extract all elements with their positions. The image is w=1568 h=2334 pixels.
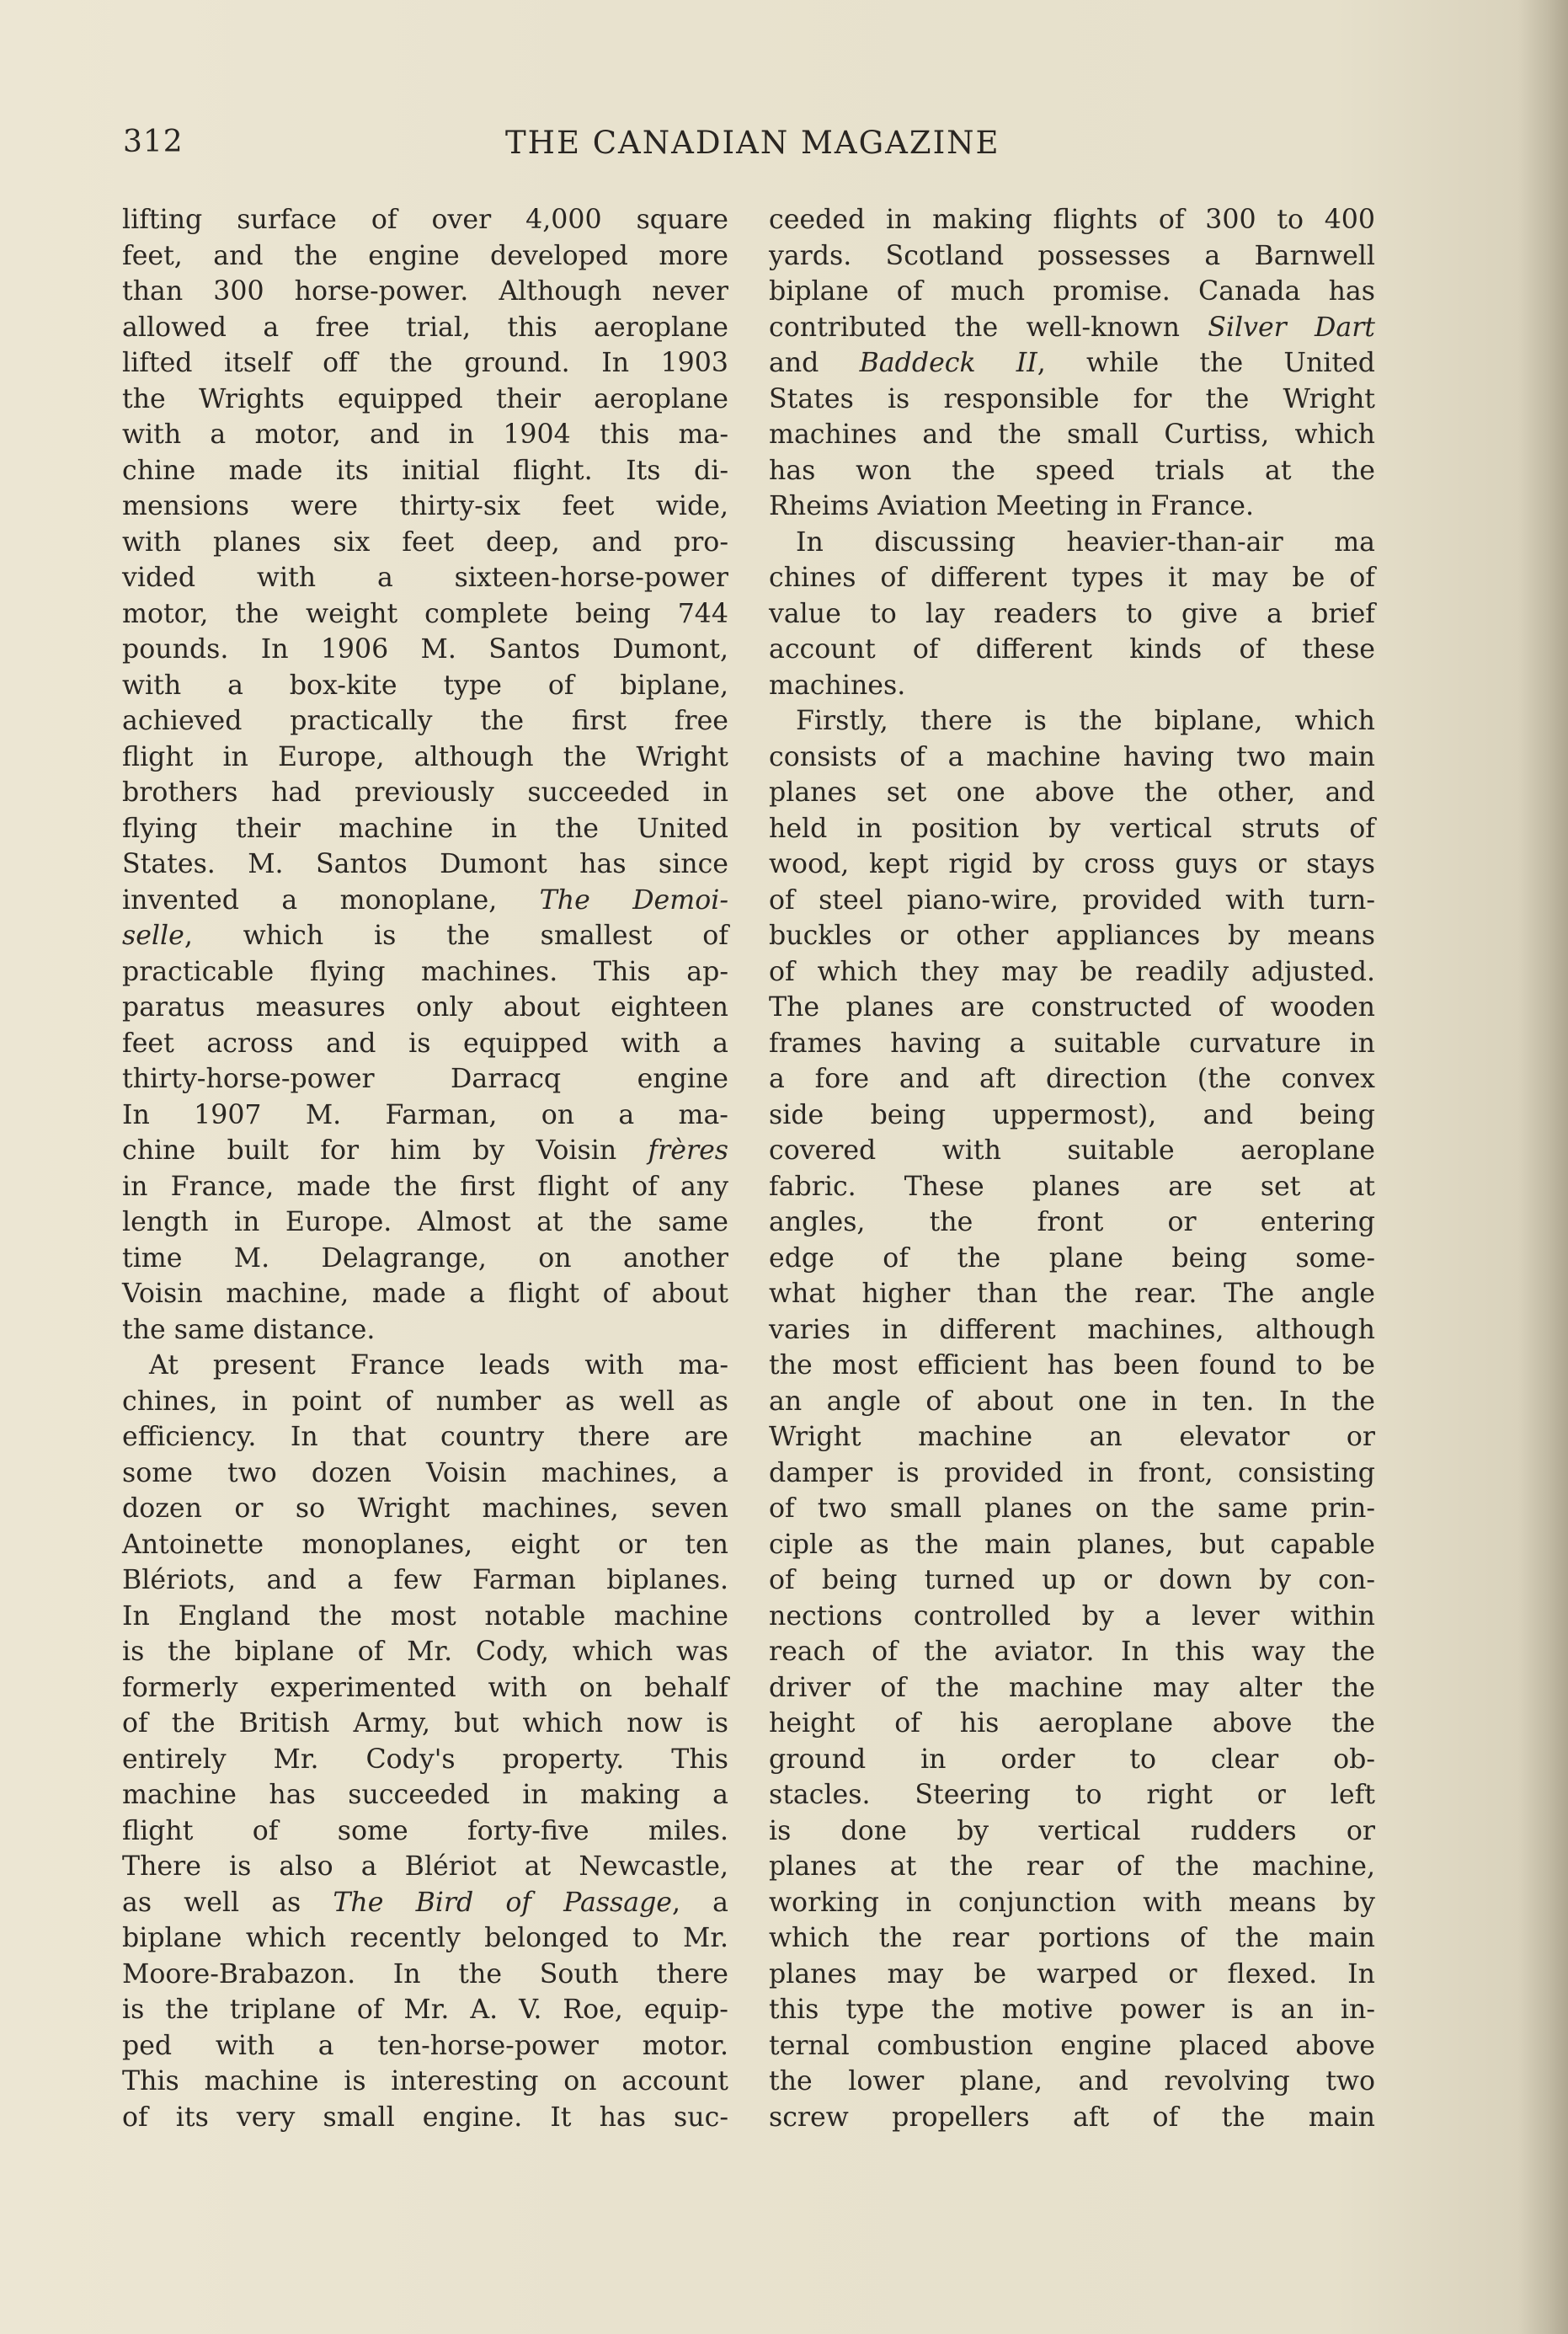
- text-run: lifted itself off the ground. In 1903: [122, 348, 728, 378]
- page-number: 312: [123, 125, 184, 159]
- text-line: [122, 238, 728, 275]
- text-run: with a box-kite type of biplane,: [122, 670, 728, 701]
- text-line: [769, 1169, 1375, 1205]
- text-line: [122, 525, 728, 561]
- text-line: [769, 632, 1375, 668]
- text-line: [769, 1957, 1375, 1993]
- text-run: machine has succeeded in making a: [122, 1780, 728, 1810]
- text-line: [769, 1527, 1375, 1563]
- text-run: lifting surface of over 4,000 square: [122, 205, 728, 235]
- text-line: [769, 2064, 1375, 2100]
- text-run: ciple as the main planes, but capable: [769, 1529, 1375, 1560]
- text-line: [769, 1276, 1375, 1312]
- text-run: nections controlled by a lever within: [769, 1600, 1375, 1632]
- text-run: biplane of much promise. Canada has: [769, 276, 1375, 307]
- text-line: [122, 632, 728, 668]
- text-run: the same distance.: [122, 1314, 376, 1345]
- text-run: which the rear portions of the main: [769, 1923, 1375, 1953]
- text-run: thirty-horse-power Darracq engine: [122, 1064, 728, 1094]
- text-run: flight of some forty-five miles.: [122, 1815, 728, 1846]
- text-run: , while the United: [1037, 348, 1376, 378]
- text-line: [122, 1527, 728, 1563]
- text-line: [122, 1920, 728, 1957]
- text-run: frames having a suitable curvature in: [769, 1028, 1375, 1059]
- text-run: of steel piano-wire, provided with turn-: [769, 884, 1375, 916]
- text-line: [122, 1276, 728, 1312]
- text-run: edge of the plane being some-: [769, 1242, 1375, 1274]
- text-run: machines.: [769, 670, 906, 701]
- text-line: [122, 1634, 728, 1670]
- text-run: dozen or so Wright machines, seven: [122, 1493, 728, 1524]
- text-run: feet across and is equipped with a: [122, 1028, 728, 1059]
- text-line: [122, 1026, 728, 1062]
- text-line: [769, 1491, 1375, 1527]
- text-run: , which is the smallest of: [184, 921, 728, 951]
- text-run: There is also a Blériot at Newcastle,: [122, 1851, 728, 1882]
- text-run: held in position by vertical struts of: [769, 813, 1375, 844]
- text-run: allowed a free trial, this aeroplane: [122, 312, 728, 343]
- italic-title: The Demoi-: [539, 884, 728, 916]
- text-line: [769, 1098, 1375, 1134]
- text-run: pounds. In 1906 M. Santos Dumont,: [122, 634, 728, 665]
- text-line: [122, 703, 728, 740]
- text-run: has won the speed trials at the: [769, 455, 1375, 486]
- text-line: [769, 990, 1375, 1026]
- text-run: chine built for him by Voisin: [122, 1135, 648, 1166]
- text-line: [769, 417, 1375, 453]
- text-line: [122, 1241, 728, 1277]
- text-line: [769, 1992, 1375, 2028]
- text-line: [122, 310, 728, 346]
- text-run: length in Europe. Almost at the same: [122, 1207, 728, 1237]
- italic-title: The Bird of Passage: [333, 1887, 673, 1918]
- text-run: ternal combustion engine placed above: [769, 2030, 1375, 2061]
- text-run: of two small planes on the same prin-: [769, 1493, 1375, 1524]
- text-line: [122, 740, 728, 776]
- text-run: practicable flying machines. This ap-: [122, 956, 728, 987]
- text-run: what higher than the rear. The angle: [769, 1279, 1375, 1309]
- text-run: of which they may be readily adjusted.: [769, 956, 1375, 987]
- text-run: formerly experimented with on behalf: [122, 1672, 728, 1703]
- text-line: [122, 1992, 728, 2028]
- text-line: [769, 1061, 1375, 1098]
- text-line: [122, 1849, 728, 1885]
- text-run: time M. Delagrange, on another: [122, 1242, 728, 1274]
- text-line: [769, 918, 1375, 954]
- text-line: [769, 668, 1375, 704]
- text-line: [122, 1133, 728, 1169]
- text-line: [122, 668, 728, 704]
- text-line: [769, 1026, 1375, 1062]
- text-run: a fore and aft direction (the convex: [769, 1064, 1375, 1094]
- italic-title: frères: [648, 1135, 728, 1166]
- text-run: Blériots, and a few Farman biplanes.: [122, 1565, 728, 1595]
- text-run: invented a monoplane,: [122, 884, 540, 916]
- text-run: account of different kinds of these: [769, 634, 1375, 665]
- text-line: [769, 2100, 1375, 2136]
- text-run: States is responsible for the Wright: [769, 383, 1375, 414]
- text-line: [769, 238, 1375, 275]
- text-run: Firstly, there is the biplane, which: [796, 706, 1375, 736]
- text-run: feet, and the engine developed more: [122, 240, 728, 271]
- text-line: [769, 775, 1375, 811]
- text-line: [769, 1885, 1375, 1921]
- text-run: with a motor, and in 1904 this ma-: [122, 419, 728, 450]
- text-line: [769, 1562, 1375, 1599]
- text-line: [122, 1562, 728, 1599]
- text-run: achieved practically the first free: [122, 706, 728, 736]
- text-run: efficiency. In that country there are: [122, 1422, 728, 1452]
- text-run: in France, made the first flight of any: [122, 1171, 728, 1202]
- text-run: stacles. Steering to right or left: [769, 1780, 1375, 1810]
- text-run: consists of a machine having two main: [769, 741, 1375, 772]
- left-column: [122, 202, 728, 2135]
- text-line: [122, 1742, 728, 1778]
- text-run: mensions were thirty-six feet wide,: [122, 491, 728, 521]
- text-line: [122, 1061, 728, 1098]
- text-run: ceeded in making flights of 300 to 400: [769, 205, 1375, 235]
- text-line: [122, 1706, 728, 1742]
- text-run: In discussing heavier-than-air ma: [796, 526, 1375, 558]
- text-line: [122, 775, 728, 811]
- text-run: side being uppermost), and being: [769, 1099, 1375, 1130]
- text-line: [769, 345, 1375, 382]
- text-line: [769, 1777, 1375, 1813]
- text-run: the lower plane, and revolving two: [769, 2066, 1375, 2096]
- text-line: [769, 740, 1375, 776]
- text-line: [769, 310, 1375, 346]
- text-line: [122, 1312, 728, 1349]
- page-header: [123, 125, 1386, 167]
- text-run: States. M. Santos Dumont has since: [122, 849, 728, 879]
- text-line: [769, 1849, 1375, 1885]
- text-run: Antoinette monoplanes, eight or ten: [122, 1529, 728, 1560]
- text-run: planes set one above the other, and: [769, 777, 1375, 808]
- text-line: [122, 1169, 728, 1205]
- italic-title: selle: [122, 921, 184, 951]
- text-line: [769, 1384, 1375, 1420]
- text-run: flying their machine in the United: [122, 813, 728, 844]
- text-run: reach of the aviator. In this way the: [769, 1637, 1375, 1667]
- right-column: [769, 202, 1375, 2135]
- text-run: covered with suitable aeroplane: [769, 1135, 1375, 1166]
- text-line: [769, 596, 1375, 633]
- text-run: motor, the weight complete being 744: [122, 598, 728, 629]
- text-run: varies in different machines, although: [769, 1314, 1375, 1345]
- italic-title: Silver Dart: [1208, 312, 1375, 343]
- text-run: chines of different types it may be of: [769, 563, 1375, 593]
- text-line: [122, 847, 728, 883]
- text-run: as well as: [122, 1887, 333, 1918]
- text-run: planes at the rear of the machine,: [769, 1851, 1375, 1882]
- text-run: chine made its initial flight. Its di-: [122, 455, 728, 486]
- running-title: THE CANADIAN MAGAZINE: [505, 125, 1000, 161]
- text-run: Voisin machine, made a flight of about: [122, 1279, 728, 1309]
- text-line: [769, 1670, 1375, 1706]
- text-line: [769, 2028, 1375, 2064]
- italic-title: Baddeck II: [859, 348, 1037, 378]
- text-line: [122, 954, 728, 991]
- text-run: Rheims Aviation Meeting in France.: [769, 491, 1254, 521]
- text-run: entirely Mr. Cody's property. This: [122, 1744, 728, 1775]
- text-line: [122, 2064, 728, 2100]
- text-line: [122, 1599, 728, 1635]
- text-run: This machine is interesting on account: [122, 2066, 728, 2096]
- text-line: [769, 1133, 1375, 1169]
- text-run: Moore-Brabazon. In the South there: [122, 1958, 728, 1990]
- text-line: [769, 883, 1375, 919]
- text-line: [769, 525, 1375, 561]
- text-run: contributed the well-known: [769, 312, 1208, 343]
- text-line: [769, 489, 1375, 525]
- text-run: flight in Europe, although the Wright: [122, 741, 728, 772]
- text-run: is the triplane of Mr. A. V. Roe, equip-: [122, 1995, 728, 2025]
- text-run: angles, the front or entering: [769, 1207, 1375, 1237]
- text-line: [769, 1455, 1375, 1492]
- text-line: [122, 1419, 728, 1455]
- text-run: with planes six feet deep, and pro-: [122, 526, 728, 558]
- text-line: [769, 453, 1375, 489]
- text-line: [122, 2100, 728, 2136]
- text-run: value to lay readers to give a brief: [769, 598, 1375, 629]
- text-run: some two dozen Voisin machines, a: [122, 1457, 728, 1488]
- text-line: [769, 560, 1375, 596]
- text-line: [769, 1599, 1375, 1635]
- text-line: [769, 1348, 1375, 1384]
- text-line: [122, 382, 728, 418]
- text-run: machines and the small Curtiss, which: [769, 419, 1375, 450]
- text-line: [122, 918, 728, 954]
- text-line: [769, 811, 1375, 847]
- text-run: of its very small engine. It has suc-: [122, 2102, 728, 2133]
- text-run: The planes are constructed of wooden: [769, 992, 1375, 1023]
- text-run: vided with a sixteen-horse-power: [122, 563, 728, 593]
- text-run: of the British Army, but which now is: [122, 1708, 728, 1738]
- text-run: of being turned up or down by con-: [769, 1565, 1375, 1595]
- text-line: [122, 345, 728, 382]
- text-line: [122, 1098, 728, 1134]
- text-run: In England the most notable machine: [122, 1600, 728, 1632]
- text-run: yards. Scotland possesses a Barnwell: [769, 240, 1375, 271]
- text-run: height of his aeroplane above the: [769, 1708, 1375, 1738]
- text-line: [122, 811, 728, 847]
- text-line: [122, 883, 728, 919]
- text-run: the most efficient has been found to be: [769, 1350, 1375, 1381]
- text-run: buckles or other appliances by means: [769, 921, 1375, 951]
- text-line: [769, 847, 1375, 883]
- text-line: [769, 954, 1375, 991]
- text-line: [769, 1920, 1375, 1957]
- text-line: [122, 596, 728, 633]
- text-run: this type the motive power is an in-: [769, 1995, 1375, 2025]
- text-line: [122, 2028, 728, 2064]
- text-line: [122, 274, 728, 310]
- text-run: an angle of about one in ten. In the: [769, 1386, 1375, 1417]
- text-line: [122, 1777, 728, 1813]
- text-run: is the biplane of Mr. Cody, which was: [122, 1637, 728, 1667]
- text-run: In 1907 M. Farman, on a ma-: [122, 1099, 728, 1130]
- text-run: , a: [672, 1887, 728, 1918]
- text-line: [122, 453, 728, 489]
- text-line: [769, 1241, 1375, 1277]
- text-line: [122, 1491, 728, 1527]
- text-line: [122, 1384, 728, 1420]
- text-line: [122, 1455, 728, 1492]
- text-line: [769, 1312, 1375, 1349]
- text-line: [769, 202, 1375, 238]
- text-run: driver of the machine may alter the: [769, 1672, 1375, 1703]
- text-line: [122, 489, 728, 525]
- text-line: [769, 1742, 1375, 1778]
- text-line: [769, 1204, 1375, 1241]
- text-run: and: [769, 348, 860, 378]
- text-run: Wright machine an elevator or: [769, 1422, 1375, 1452]
- page-edge-shadow: [1517, 0, 1568, 2334]
- text-line: [769, 382, 1375, 418]
- text-run: wood, kept rigid by cross guys or stays: [769, 849, 1375, 879]
- text-run: working in conjunction with means by: [769, 1887, 1375, 1918]
- text-run: fabric. These planes are set at: [769, 1171, 1375, 1202]
- text-line: [122, 1348, 728, 1384]
- text-run: screw propellers aft of the main: [769, 2102, 1375, 2133]
- text-line: [769, 1419, 1375, 1455]
- text-line: [769, 703, 1375, 740]
- text-run: brothers had previously succeeded in: [122, 777, 728, 808]
- text-line: [769, 1813, 1375, 1850]
- text-line: [122, 1885, 728, 1921]
- text-run: ground in order to clear ob-: [769, 1744, 1375, 1775]
- text-run: paratus measures only about eighteen: [122, 992, 728, 1023]
- text-line: [122, 1670, 728, 1706]
- text-line: [122, 417, 728, 453]
- text-line: [122, 202, 728, 238]
- text-line: [122, 1204, 728, 1241]
- text-run: ped with a ten-horse-power motor.: [122, 2030, 728, 2061]
- text-run: chines, in point of number as well as: [122, 1386, 728, 1417]
- text-run: At present France leads with ma-: [149, 1350, 728, 1381]
- text-run: is done by vertical rudders or: [769, 1815, 1375, 1846]
- text-line: [769, 274, 1375, 310]
- text-line: [122, 560, 728, 596]
- text-run: biplane which recently belonged to Mr.: [122, 1923, 728, 1953]
- text-run: planes may be warped or flexed. In: [769, 1958, 1375, 1990]
- text-line: [122, 990, 728, 1026]
- text-line: [769, 1634, 1375, 1670]
- text-line: [769, 1706, 1375, 1742]
- text-run: than 300 horse-power. Although never: [122, 276, 728, 307]
- text-run: the Wrights equipped their aeroplane: [122, 383, 728, 414]
- text-line: [122, 1813, 728, 1850]
- text-line: [122, 1957, 728, 1993]
- text-run: damper is provided in front, consisting: [769, 1457, 1375, 1488]
